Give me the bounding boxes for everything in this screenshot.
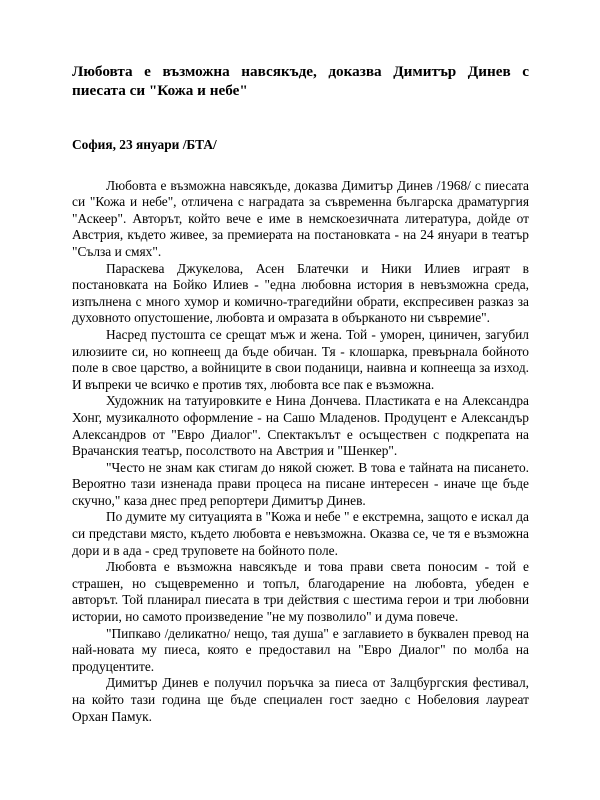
article-paragraph-7: Любовта е възможна навсякъде и това прави света поносим - той е страшен, но същевременно и топъл, благодарение на любовта, убеден е авторът. Той планирал пиесата в три действия с шестима герои и три любовни истории, но самото произведение "не му позволило" и дума повече. bbox=[72, 559, 529, 625]
article-paragraph-8: "Пипкаво /деликатно/ нещо, тая душа" е заглавието в буквален превод на най-новата му пиеса, която е предоставил на "Евро Диалог" по молба на продуцентите. bbox=[72, 625, 529, 674]
document-page bbox=[72, 62, 529, 725]
article-paragraph-9: Димитър Динев е получил поръчка за пиеса от Залцбургския фестивал, на който тази година ще бъде специален гост заедно с Нобеловия лауреат Орхан Памук. bbox=[72, 675, 529, 724]
article-paragraph-4: Художник на татуировките е Нина Дончева. Пластиката е на Александра Хонг, музикалното оформление - на Сашо Младенов. Продуцент е Александър Александров от "Евро Диалог". Спектакълът е осъществен с подкрепата на Врачанския театър, посолството на Австрия и "Шенкер". bbox=[72, 393, 529, 459]
article-headline: Любовта е възможна навсякъде, доказва Димитър Динев с пиесата си "Кожа и небе" bbox=[72, 63, 529, 99]
article-paragraph-5: "Често не знам как стигам до някой сюжет. В това е тайната на писането. Вероятно тази изненада прави процеса на писане интересен - иначе ще бъде скучно," каза днес пред репортери Димитър Динев. bbox=[72, 459, 529, 508]
article-dateline: София, 23 януари /БТА/ bbox=[72, 137, 217, 152]
article-paragraph-3: Насред пустошта се срещат мъж и жена. Той - уморен, циничен, загубил илюзиите си, но копнеещ да бъде обичан. Тя - клошарка, превърнала бойното поле в свое царство, а войниците в свои поданици, наивна и копнееща за изход. И въпреки че всичко е против тях, любовта все пак е възможна. bbox=[72, 326, 529, 392]
article-paragraph-6: По думите му ситуацията в "Кожа и небе " е екстремна, защото е искал да си представи място, където любовта е невъзможна. Оказва се, че тя е възможна дори и в ада - сред труповете на бойното поле. bbox=[72, 509, 529, 558]
article-paragraph-1: Любовта е възможна навсякъде, доказва Димитър Динев /1968/ с пиесата си "Кожа и небе", отличена с наградата за съвременна българска драматургия "Аскеер". Авторът, който вече е име в немскоезичната литература, дойде от Австрия, където живее, за премиерата на постановката - на 24 януари в театър "Сълза и смях". bbox=[72, 177, 529, 259]
article-paragraph-2: Параскева Джукелова, Асен Блатечки и Ники Илиев играят в постановката на Бойко Илиев - "една любовна история в невъзможна среда, изпълнена с много хумор и комично-трагедийни обрати, експресивен разказ за духовното опустошение, любовта и омразата в обърканото ни съвремие". bbox=[72, 260, 529, 326]
